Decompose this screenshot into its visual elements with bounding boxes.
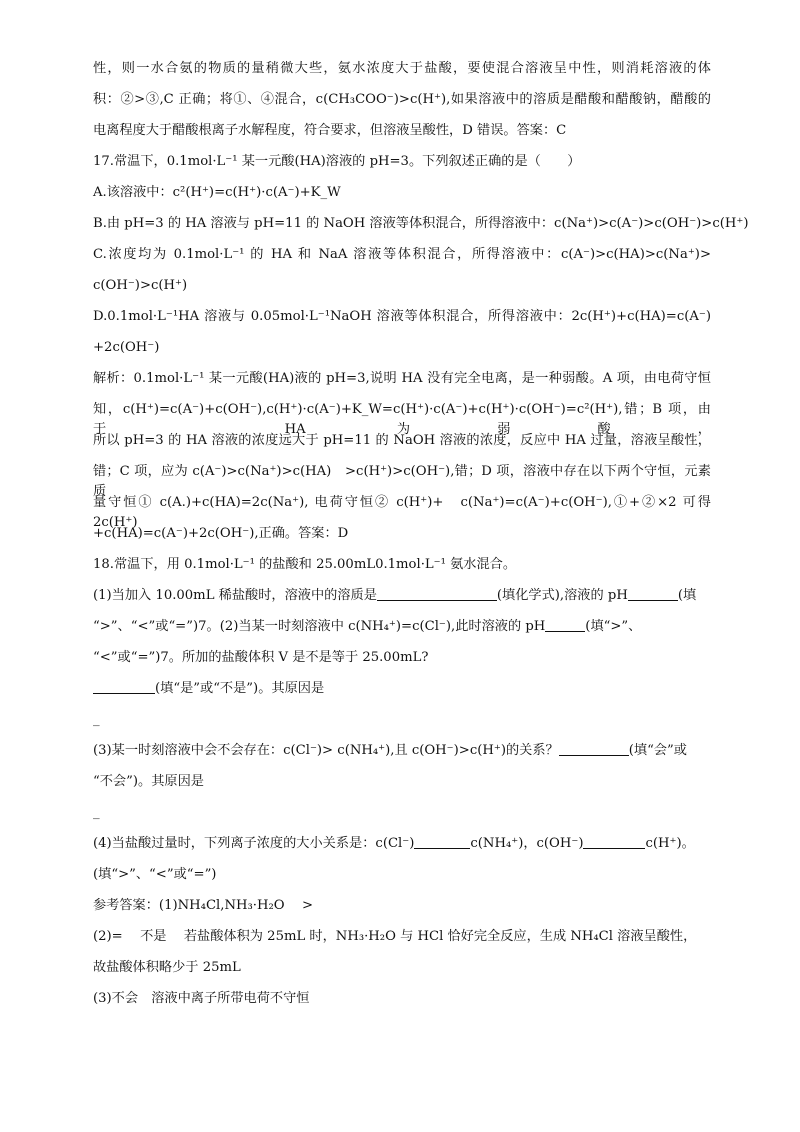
- reference-answer: 故盐酸体积略少于 25mL: [93, 960, 241, 975]
- analysis-line: 解析：0.1mol·L⁻¹ 某一元酸(HA)液的 pH=3,说明 HA 没有完全电离，是一种弱酸。A 项，由电荷守恒: [93, 371, 711, 386]
- analysis-line: 错；C 项，应为 c(A⁻)>c(Na⁺)>c(HA) >c(H⁺)>c(OH⁻),错；D 项，溶液中存在以下两个守恒，元素质: [93, 464, 711, 499]
- answer-blank[interactable]: [545, 618, 585, 632]
- analysis-line: 知，c(H⁺)=c(A⁻)+c(OH⁻),c(H⁺)·c(A⁻)+K_W=c(H⁺)·c(A⁻)+c(H⁺)·c(OH⁻)=c²(H⁺),错；B 项，由于 HA 为弱酸，: [93, 402, 711, 437]
- answer-blank[interactable]: [93, 680, 155, 694]
- text: (填“>”、: [585, 619, 642, 634]
- answer-blank[interactable]: [377, 587, 497, 601]
- question-18-part4: [93, 834, 695, 854]
- text-line: 电离程度大于醋酸根离子水解程度，符合要求，但溶液呈酸性，D 错误。答案：C: [93, 123, 567, 138]
- question-18-part2: [93, 617, 641, 637]
- analysis-line: 量守恒① c(A.)+c(HA)=2c(Na⁺), 电荷守恒② c(H⁺)+ c(Na⁺)=c(A⁻)+c(OH⁻),①+②×2 可得 2c(H⁺): [93, 495, 711, 530]
- reference-answer: (3)不会 溶液中离子所带电荷不守恒: [93, 991, 310, 1006]
- answer-blank[interactable]: [559, 742, 629, 756]
- option-b: B.由 pH=3 的 HA 溶液与 pH=11 的 NaOH 溶液等体积混合，所得溶液中：c(Na⁺)>c(A⁻)>c(OH⁻)>c(H⁺): [93, 216, 749, 231]
- text-line: 性，则一水合氨的物质的量稍微大些，氨水浓度大于盐酸，要使混合溶液呈中性，则消耗溶液的体: [93, 61, 711, 76]
- question-18-part3: [93, 741, 687, 761]
- text-line: (填“>”、“<”或“=”): [93, 867, 217, 882]
- text: (填“会”或: [628, 743, 687, 758]
- question-18-title: 18.常温下，用 0.1mol·L⁻¹ 的盐酸和 25.00mL0.1mol·L⁻¹ 氨水混合。: [93, 557, 517, 572]
- text: (填: [677, 588, 697, 603]
- option-d: D.0.1mol·L⁻¹HA 溶液与 0.05mol·L⁻¹NaOH 溶液等体积混合，所得溶液中：2c(H⁺)+c(HA)=c(A⁻): [93, 309, 711, 324]
- text: c(H⁺)。: [645, 836, 695, 851]
- option-c-cont: c(OH⁻)>c(H⁺): [93, 278, 188, 293]
- text-line: “<”或“=”)7。所加的盐酸体积 V 是不是等于 25.00mL?: [93, 650, 429, 665]
- answer-underscore: _: [93, 805, 100, 820]
- text: (填化学式),溶液的 pH: [496, 588, 628, 603]
- analysis-line: +c(HA)=c(A⁻)+2c(OH⁻),正确。答案：D: [93, 526, 349, 541]
- reference-answer: (2)= 不是 若盐酸体积为 25mL 时，NH₃·H₂O 与 HCl 恰好完全反应，生成 NH₄Cl 溶液呈酸性，: [93, 929, 697, 944]
- option-d-cont: +2c(OH⁻): [93, 340, 160, 355]
- text-line: “不会”)。其原因是: [93, 774, 204, 789]
- analysis-line: 所以 pH=3 的 HA 溶液的浓度远大于 pH=11 的 NaOH 溶液的浓度，反应中 HA 过量，溶液呈酸性，: [93, 433, 711, 448]
- option-c: C.浓度均为 0.1mol·L⁻¹ 的 HA 和 NaA 溶液等体积混合，所得溶液中：c(A⁻)>c(HA)>c(Na⁺)>: [93, 247, 711, 262]
- text: (填“是”或“不是”)。其原因是: [155, 681, 325, 696]
- option-a: A.该溶液中：c²(H⁺)=c(H⁺)·c(A⁻)+K_W: [93, 185, 341, 200]
- question-17-title: 17.常温下，0.1mol·L⁻¹ 某一元酸(HA)溶液的 pH=3。下列叙述正确的是（ ）: [93, 154, 581, 169]
- reference-answer: 参考答案：(1)NH₄Cl,NH₃·H₂O >: [93, 898, 313, 913]
- question-18-part2-b: [93, 679, 324, 699]
- answer-blank[interactable]: [628, 587, 678, 601]
- text: “>”、“<”或“=”)7。(2)当某一时刻溶液中 c(NH₄⁺)=c(Cl⁻),此时溶液的 pH: [93, 619, 546, 634]
- answer-underscore: _: [93, 712, 100, 727]
- text-line: 积：②>③,C 正确；将①、④混合，c(CH₃COO⁻)>c(H⁺),如果溶液中的溶质是醋酸和醋酸钠，醋酸的: [93, 92, 711, 107]
- text: (3)某一时刻溶液中会不会存在：c(Cl⁻)> c(NH₄⁺),且 c(OH⁻)>c(H⁺)的关系？: [93, 743, 559, 758]
- answer-blank[interactable]: [583, 835, 645, 849]
- answer-blank[interactable]: [414, 835, 470, 849]
- text: (4)当盐酸过量时，下列离子浓度的大小关系是：c(Cl⁻): [93, 836, 415, 851]
- text: (1)当加入 10.00mL 稀盐酸时，溶液中的溶质是: [93, 588, 377, 603]
- question-18-part1: [93, 586, 696, 606]
- text: c(NH₄⁺)，c(OH⁻): [470, 836, 584, 851]
